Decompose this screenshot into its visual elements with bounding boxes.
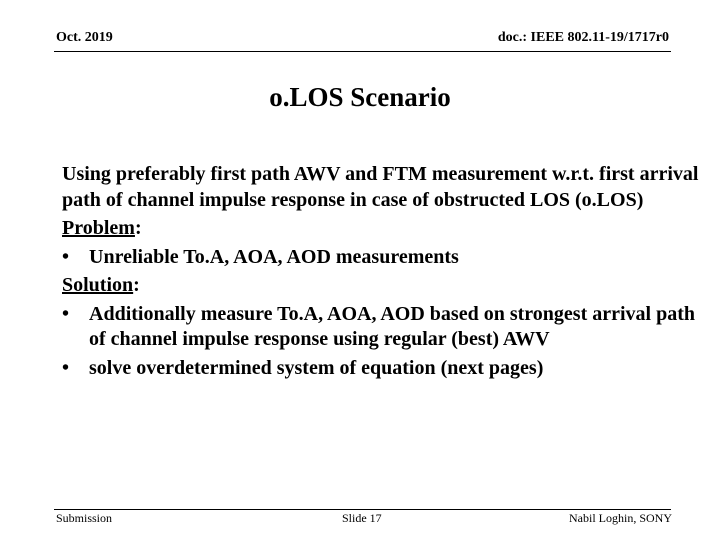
footer-author: Nabil Loghin, SONY [569, 511, 672, 525]
solution-bullet [62, 302, 702, 353]
solution-colon: : [133, 274, 140, 296]
solution-bullet-list [62, 302, 702, 382]
footer-slide-number: Slide 17 [342, 511, 382, 525]
problem-bullet-text: Unreliable To.A, AOA, AOD measurements [89, 245, 459, 268]
problem-heading [62, 216, 702, 242]
header-doc-id: doc.: IEEE 802.11-19/1717r0 [497, 30, 669, 45]
slide-body [62, 162, 702, 381]
solution-bullet-text: Additionally measure To.A, AOA, AOD based on strongest arrival path of channel impulse response using regular (best) AWV [89, 302, 696, 350]
footer-rule [54, 509, 671, 510]
header-rule [54, 51, 671, 52]
bullet-glyph: • [62, 245, 70, 268]
footer-submission: Submission [56, 511, 113, 525]
solution-heading [62, 273, 702, 299]
intro-paragraph: Using preferably first path AWV and FTM measurement w.r.t. first arrival path of channel impulse response in case of obstructed LOS (o.LOS) [62, 163, 699, 211]
bullet-glyph: • [62, 302, 70, 325]
solution-label: Solution [62, 274, 134, 296]
solution-bullet-text: solve overdetermined system of equation (next pages) [89, 356, 544, 379]
header-date: Oct. 2019 [56, 30, 113, 45]
problem-bullet-list [62, 245, 702, 271]
bullet-glyph: • [62, 356, 70, 379]
problem-label: Problem [62, 217, 135, 239]
problem-bullet [62, 245, 702, 271]
problem-colon: : [134, 217, 142, 239]
slide-title: o.LOS Scenario [269, 82, 451, 112]
solution-bullet [62, 356, 702, 382]
